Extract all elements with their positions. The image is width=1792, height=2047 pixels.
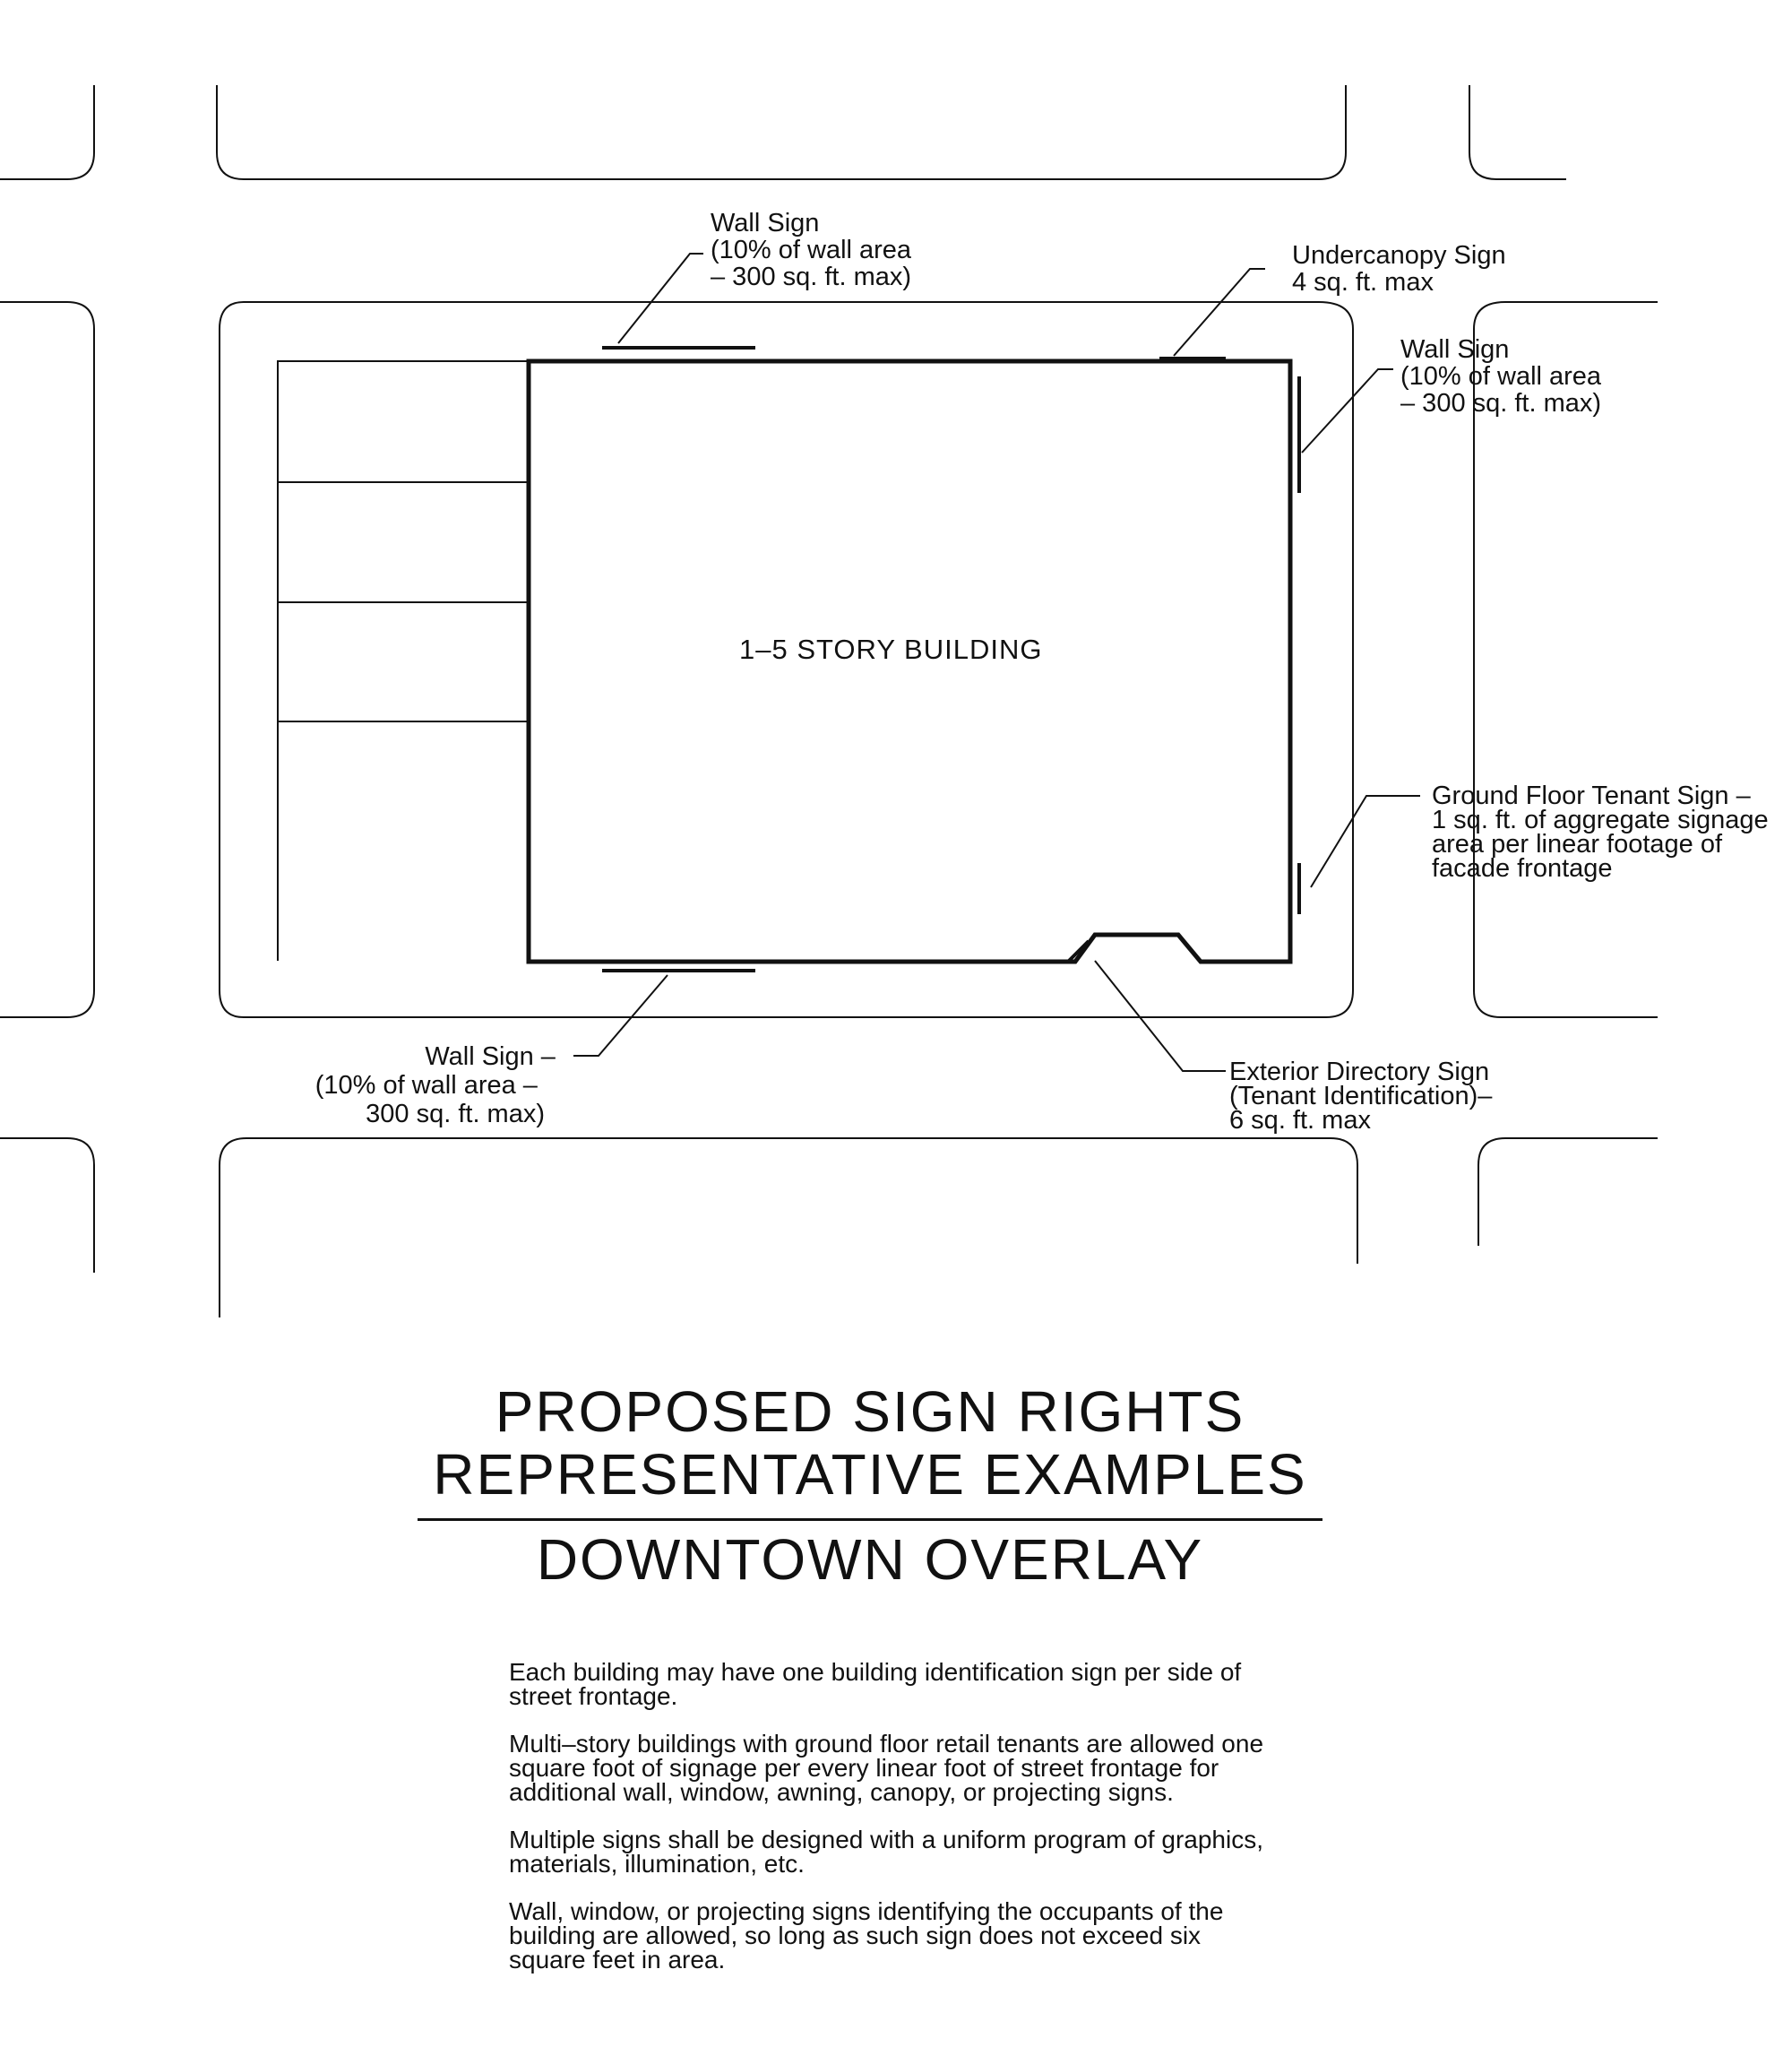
callout-exterior-directory-sign: Exterior Directory Sign (Tenant Identification)– 6 sq. ft. max [1229, 1058, 1493, 1135]
leader-wall-sign-right [1302, 369, 1393, 453]
leader-undercanopy-sign [1174, 269, 1265, 356]
leader-exterior-directory-sign [1095, 961, 1226, 1071]
callout-wall-sign-top: Wall Sign (10% of wall area – 300 sq. ft. max) [711, 209, 912, 291]
callout-undercanopy-sign: Undercanopy Sign 4 sq. ft. max [1292, 241, 1506, 297]
notes-section [509, 1660, 1279, 1995]
title-divider [418, 1518, 1322, 1521]
callout-wall-sign-right: Wall Sign (10% of wall area – 300 sq. ft. max) [1400, 335, 1602, 418]
block-top-left-curb [0, 85, 94, 179]
note-3: Multiple signs shall be designed with a uniform program of graphics, materials, illumination, etc. [509, 1826, 1263, 1878]
block-top-center-curb [217, 85, 1346, 179]
note-1: Each building may have one building identification sign per side of street frontage. [509, 1658, 1242, 1710]
leader-wall-sign-bottom [573, 975, 668, 1056]
block-bottom-center-curb [220, 1138, 1357, 1317]
leader-ground-floor-tenant-sign [1311, 796, 1420, 887]
block-bottom-left-curb [0, 1138, 94, 1273]
note-4: Wall, window, or projecting signs identifying the occupants of the building are allowed, so long as such sign does not exceed six square feet in area. [509, 1897, 1224, 1974]
block-bottom-right-curb [1478, 1138, 1658, 1246]
callout-wall-sign-bottom: Wall Sign – (10% of wall area – 300 sq. ft. max) [314, 1042, 556, 1128]
building-label: 1–5 STORY BUILDING [739, 634, 1043, 665]
title-block [418, 1380, 1322, 1591]
adjacent-buildings-outline [278, 361, 529, 961]
title-line-1: PROPOSED SIGN RIGHTS [495, 1379, 1245, 1444]
title-line-3: DOWNTOWN OVERLAY [536, 1527, 1204, 1592]
block-top-right-curb [1469, 85, 1566, 179]
leader-wall-sign-top [618, 254, 703, 343]
note-2: Multi–story buildings with ground floor retail tenants are allowed one square foot of signage per every linear foot of street frontage for additional wall, window, awning, canopy, or projecting signs. [509, 1730, 1264, 1806]
block-mid-left-curb [0, 302, 94, 1017]
callout-ground-floor-tenant-sign: Ground Floor Tenant Sign – 1 sq. ft. of aggregate signage area per linear footage of facade frontage [1432, 782, 1769, 883]
title-line-2: REPRESENTATIVE EXAMPLES [433, 1442, 1307, 1507]
